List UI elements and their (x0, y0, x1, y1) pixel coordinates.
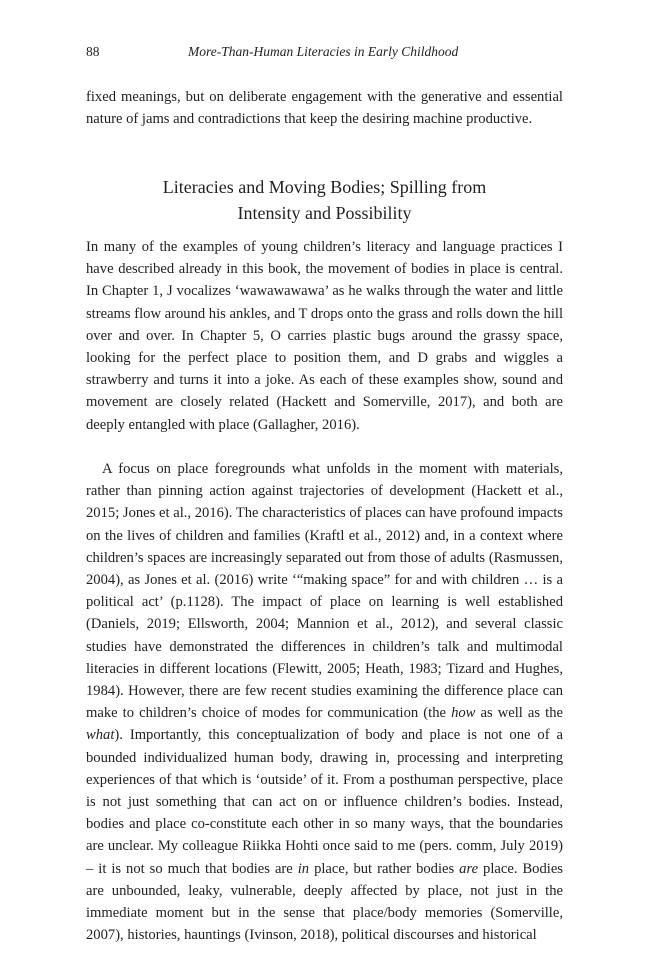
emphasis-in: in (297, 860, 310, 877)
emphasis-what: what (86, 727, 115, 744)
emphasis-are: are (459, 860, 479, 877)
paragraph-2-text: A focus on place foregrounds what unfolds in the moment with materials, rather than pinning action against trajectories of development (Hackett et al., 2015; Jones et al., 2016). The characteristics of places can have profound impacts on the lives of children and families (Kraftl et al., 2012) and, in a context where children’s spaces are increasingly separated out from those of adults (Rasmussen, 2004), as Jones et al. (2016) write ‘“making space” for and with children … is a political act’ (p.1128). The impact of place on learning is well established (Daniels, 2019; Ellsworth, 2004; Mannion et al., 2012), and several classic studies have demonstrated the differences in children’s talk and multimodal literacies in different locations (Flewitt, 2005; Heath, 1983; Tizard and Hughes, 1984). However, there are few recent studies examining the difference place can make to children’s choice of modes for communication (the (86, 461, 563, 722)
section-heading-line-2: Intensity and Possibility (237, 203, 412, 223)
running-title: More-Than-Human Literacies in Early Childhood (188, 44, 459, 59)
section-heading-line-1: Literacies and Moving Bodies; Spilling from (162, 177, 487, 197)
paragraph-2-text: as well as the (475, 705, 563, 722)
page-number: 88 (86, 44, 100, 59)
paragraph-2 (86, 458, 563, 946)
paragraph-1: In many of the examples of young children’s literacy and language practices I have described already in this book, the movement of bodies in place is central. In Chapter 1, J vocalizes ‘wawawawawa’ as he walks through the water and little streams flow around his ankles, and T drops onto the grass and rolls down the hill over and over. In Chapter 5, O carries plastic bugs around the grassy space, looking for the perfect place to position them, and D grabs and wiggles a strawberry and turns it into a joke. As each of these examples show, sound and movement are closely related (Hackett and Somerville, 2017), and both are deeply entangled with place (Gallagher, 2016). (86, 239, 563, 433)
paragraph-2-text: place, but rather bodies (309, 860, 460, 877)
paragraph-2-text: place. Bodies are unbounded, leaky, vulnerable, deeply affected by place, not just in the immediate moment but in the sense that place/body memories (Somerville, 2007), histories, hauntings (Ivinson, 2018), political discourses and historical (86, 860, 563, 944)
emphasis-how: how (451, 705, 476, 722)
running-header (86, 44, 564, 64)
paragraph-continued: fixed meanings, but on deliberate engagement with the generative and essential nature of jams and contradictions that keep the desiring machine productive. (86, 89, 563, 128)
paragraph-2-text: ). Importantly, this conceptualization of body and place is not one of a bounded individualized human body, drawing in, processing and interpreting experiences of that which is ‘outside’ of it. From a posthuman perspective, place is not just something that can act on or influence children’s bodies. Instead, bodies and place co-constitute each other in so many ways, that the boundaries are unclear. My colleague Riikka Hohti once said to me (pers. comm, July 2019) – it is not so much that bodies are (86, 727, 563, 877)
section-heading (86, 174, 563, 226)
